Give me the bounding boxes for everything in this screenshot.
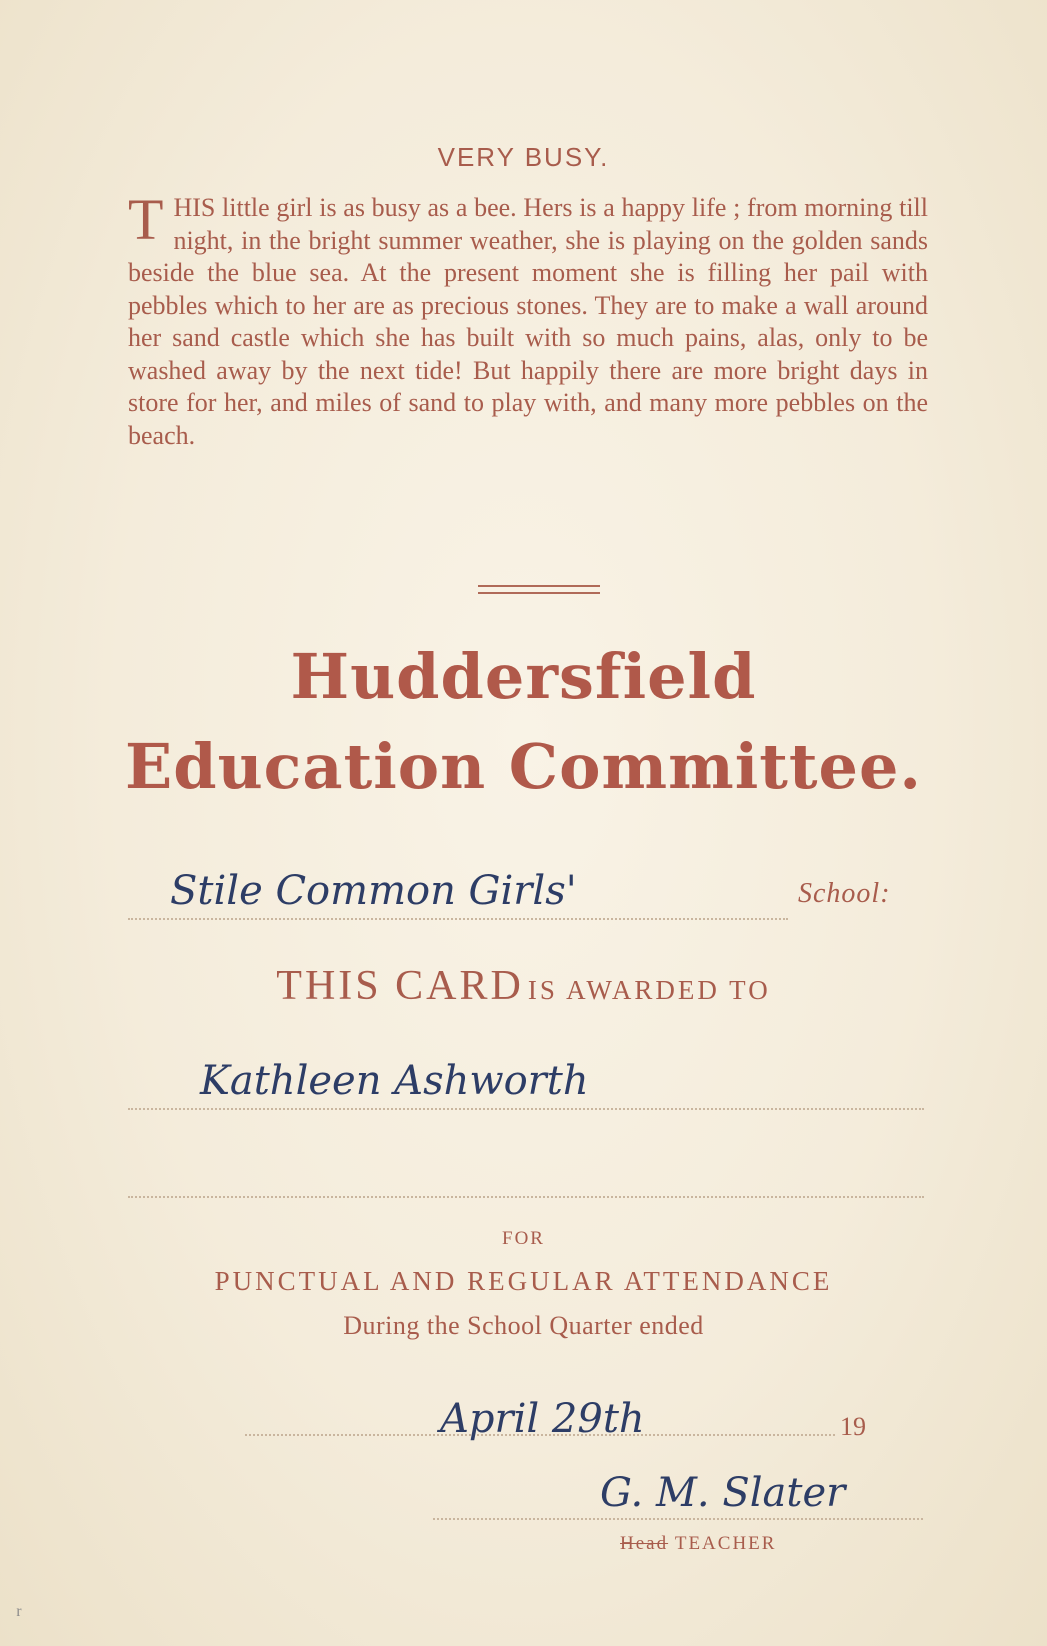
- school-label: School:: [798, 878, 891, 909]
- heading-huddersfield: Huddersfield: [290, 640, 757, 713]
- story-paragraph: [128, 187, 928, 452]
- double-rule-divider: [478, 585, 600, 594]
- signature-handwritten: G. M. Slater: [600, 1470, 846, 1516]
- for-label: FOR: [502, 1228, 545, 1249]
- quarter-line: During the School Quarter ended: [343, 1311, 704, 1340]
- date-handwritten: April 29th: [440, 1396, 645, 1442]
- drop-cap: T: [128, 187, 164, 252]
- school-name-handwritten: Stile Common Girls': [170, 868, 577, 914]
- year-prefix: 19: [840, 1412, 866, 1441]
- story-body: HIS little girl is as busy as a bee. Hers is a happy life ; from morning till night, in the bright summer weather, she is playing on the golden sands beside the blue sea. At the present moment she is filling her pail with pebbles which to her are as precious stones. They are to make a wall around her sand castle which she has built with so much pains, alas, only to be washed away by the next tide! But happily there are more bright days in store for her, and miles of sand to play with, and many more pebbles on the beach.: [128, 193, 928, 450]
- teacher-title: TEACHER: [674, 1533, 777, 1554]
- school-dotted-line: [128, 918, 788, 920]
- awarded-rest: IS AWARDED TO: [527, 975, 771, 1005]
- heading-education-committee: Education Committee.: [124, 730, 923, 803]
- edge-pencil-mark: ʳ: [16, 1600, 22, 1629]
- story-title: VERY BUSY.: [437, 142, 610, 172]
- teacher-label: [620, 1533, 776, 1555]
- struck-head-word: Head: [620, 1533, 669, 1554]
- attendance-line: PUNCTUAL AND REGULAR ATTENDANCE: [214, 1266, 833, 1296]
- recipient-name-handwritten: Kathleen Ashworth: [200, 1058, 589, 1104]
- awarded-line: [0, 962, 1047, 1010]
- awarded-lead: THIS CARD: [276, 963, 524, 1009]
- signature-dotted-line: [433, 1518, 923, 1520]
- recipient-dotted-line: [128, 1108, 924, 1110]
- blank-dotted-line: [128, 1196, 924, 1198]
